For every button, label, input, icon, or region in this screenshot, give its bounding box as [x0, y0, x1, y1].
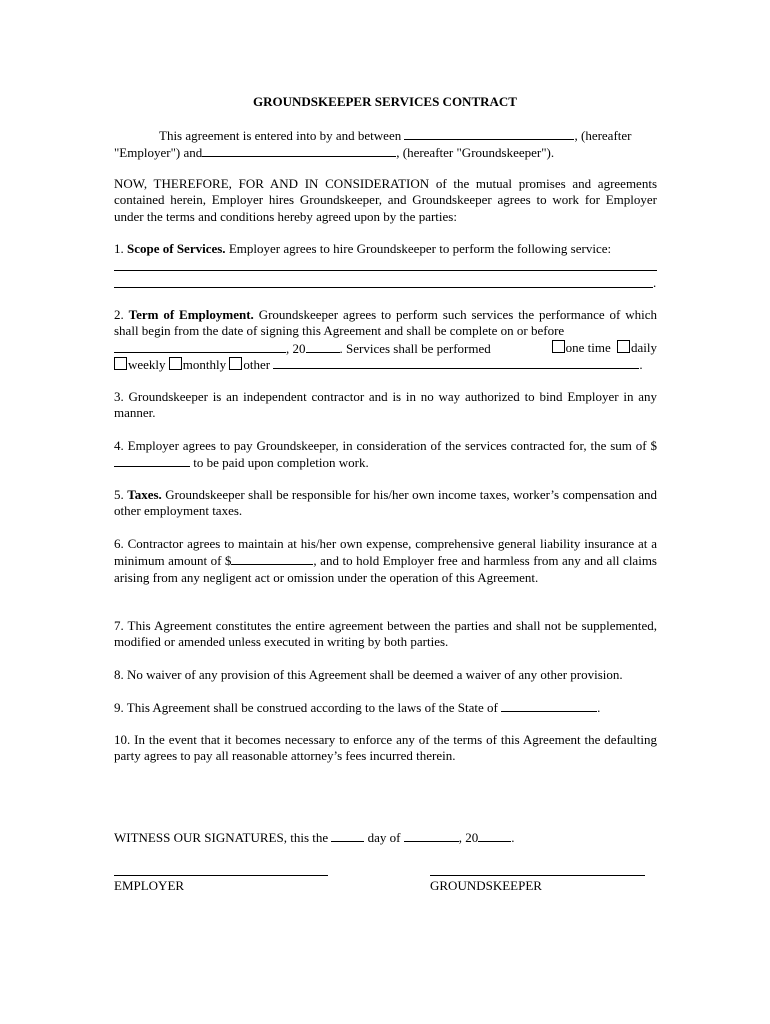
intro-line-2	[114, 144, 657, 161]
intro-line-1	[114, 127, 657, 144]
section-4-paragraph	[114, 438, 657, 472]
intro-text-2: , (hereafter	[574, 128, 632, 143]
section-9-end: .	[597, 700, 601, 715]
section-4-text-1: 4. Employer agrees to pay Groundskeeper, in consideration of the services contracted for, the sum of $	[114, 438, 657, 453]
section-2-end: .	[639, 357, 643, 372]
employer-signature-label: EMPLOYER	[114, 878, 185, 893]
witness-month-field[interactable]	[404, 829, 459, 842]
section-1-number: 1.	[114, 241, 124, 256]
section-2-date-line	[114, 340, 657, 357]
section-2-heading: Term of Employment.	[128, 307, 254, 322]
consideration-paragraph: NOW, THEREFORE, FOR AND IN CONSIDERATION of the mutual promises and agreements contained herein, Employer hires Groundskeeper, and Groundskeeper agrees to work for Employer under the terms and conditions hereby agreed upon by the parties:	[114, 176, 657, 224]
section-5-number: 5.	[114, 487, 124, 502]
one-time-checkbox[interactable]	[552, 340, 565, 353]
witness-line	[114, 829, 657, 846]
scope-field-line-2[interactable]	[114, 287, 653, 288]
section-5-paragraph	[114, 487, 657, 520]
other-label: other	[243, 357, 271, 372]
monthly-label: monthly	[182, 357, 227, 372]
one-time-label: one time	[565, 340, 611, 355]
groundskeeper-signature-label: GROUNDSKEEPER	[430, 878, 542, 893]
intro-text-3: "Employer") and	[114, 145, 203, 160]
services-text: . Services shall be performed	[339, 341, 491, 356]
monthly-checkbox[interactable]	[169, 357, 182, 370]
section-1-heading: Scope of Services.	[127, 241, 226, 256]
section-6-text-1: 6. Contractor agrees to maintain at his/her own expense, comprehensive general liability insurance at a minimum amount of $	[114, 536, 657, 569]
witness-text-1: WITNESS OUR SIGNATURES, this the	[114, 830, 329, 845]
witness-year-field[interactable]	[478, 829, 511, 842]
section-5-text: Groundskeeper shall be responsible for his/her own income taxes, worker’s compensation and other employment taxes.	[114, 487, 658, 519]
section-2-text: Groundskeeper agrees to perform such services the performance of which shall begin from the date of signing this Agreement and shall be complete on or before	[114, 307, 658, 339]
groundskeeper-name-field[interactable]	[202, 144, 396, 157]
document-title: GROUNDSKEEPER SERVICES CONTRACT	[253, 94, 517, 109]
employer-name-field[interactable]	[404, 127, 574, 140]
completion-date-field[interactable]	[114, 340, 286, 353]
section-10-paragraph: 10. In the event that it becomes necessary to enforce any of the terms of this Agreement the defaulting party agrees to pay all reasonable attorney’s fees incurred therein.	[114, 732, 657, 764]
year-prefix: , 20	[286, 341, 306, 356]
completion-year-field[interactable]	[306, 340, 340, 353]
section-2-paragraph	[114, 307, 657, 340]
section-9-text-1: 9. This Agreement shall be construed according to the laws of the State of	[114, 700, 498, 715]
weekly-label: weekly	[128, 357, 166, 372]
section-5-heading: Taxes.	[127, 487, 162, 502]
witness-text-3: , 20	[458, 830, 479, 845]
section-2-frequency-line	[114, 356, 657, 373]
intro-text-1: This agreement is entered into by and between	[159, 128, 402, 143]
section-1-line	[114, 241, 657, 257]
section-2-number: 2.	[114, 307, 124, 322]
witness-text-2: day of	[367, 830, 401, 845]
groundskeeper-signature-line[interactable]	[430, 875, 645, 876]
section-9-line	[114, 699, 657, 716]
weekly-checkbox[interactable]	[114, 357, 127, 370]
section-4-text-2: to be paid upon completion work.	[193, 455, 369, 471]
section-7-paragraph: 7. This Agreement constitutes the entire agreement between the parties and shall not be supplemented, modified or amended unless executed in writing by both parties.	[114, 618, 657, 650]
payment-amount-field[interactable]	[114, 454, 190, 467]
section-3-paragraph: 3. Groundskeeper is an independent contractor and is in no way authorized to bind Employer in any manner.	[114, 389, 657, 421]
section-1-end: .	[653, 275, 657, 290]
intro-text-4: , (hereafter "Groundskeeper").	[396, 145, 555, 160]
state-field[interactable]	[501, 699, 597, 712]
section-1-text: Employer agrees to hire Groundskeeper to perform the following service:	[228, 241, 612, 256]
section-8-paragraph: 8. No waiver of any provision of this Agreement shall be deemed a waiver of any other provision.	[114, 667, 623, 682]
insurance-amount-field[interactable]	[231, 552, 313, 565]
witness-day-field[interactable]	[331, 829, 364, 842]
other-checkbox[interactable]	[229, 357, 242, 370]
daily-label: daily	[631, 340, 657, 355]
section-6-paragraph	[114, 536, 657, 586]
section-6-text-2: , and to hold Employer free and harmless from any and all claims arising from any negligent act or omission under the operation of this Agreement.	[114, 553, 657, 585]
daily-checkbox[interactable]	[617, 340, 630, 353]
employer-signature-line[interactable]	[114, 875, 328, 876]
witness-text-4: .	[511, 830, 515, 845]
other-frequency-field[interactable]	[273, 356, 639, 369]
scope-field-line-1[interactable]	[114, 270, 657, 271]
